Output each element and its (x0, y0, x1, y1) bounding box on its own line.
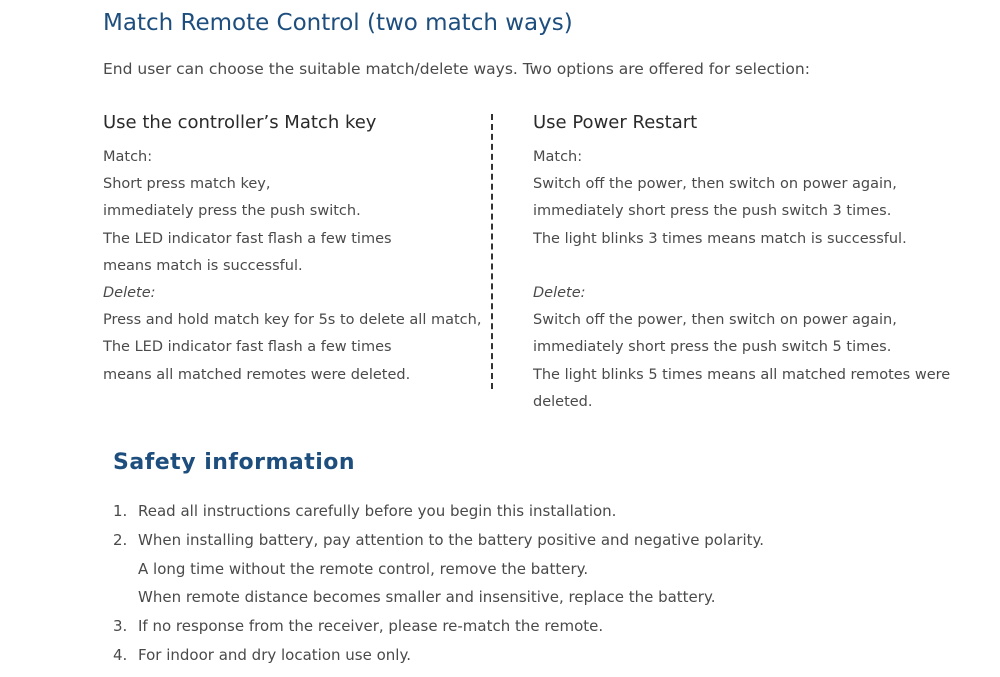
match-step: The LED indicator fast flash a few times (103, 230, 392, 247)
safety-item-number: 2. (113, 530, 128, 549)
safety-item (113, 497, 764, 526)
safety-item-text: For indoor and dry location use only. (138, 645, 411, 664)
delete-step: Switch off the power, then switch on power again, (533, 312, 897, 329)
safety-title: Safety information (113, 450, 356, 475)
safety-item-text: When remote distance becomes smaller and insensitive, replace the battery. (138, 588, 716, 607)
safety-item-number: 1. (113, 502, 128, 520)
power-restart-heading: Use Power Restart (533, 112, 698, 133)
match-label: Match: (103, 149, 153, 165)
safety-item (113, 641, 764, 670)
delete-step: The light blinks 5 times means all matched remotes were (533, 366, 951, 383)
delete-label: Delete: (533, 284, 586, 301)
delete-step: means all matched remotes were deleted. (103, 366, 411, 383)
delete-step: immediately short press the push switch 5 times. (533, 339, 892, 356)
safety-item-text: Read all instructions carefully before you begin this installation. (138, 502, 617, 520)
delete-step: deleted. (533, 393, 593, 410)
delete-step: The LED indicator fast flash a few times (103, 339, 392, 356)
power-restart-column (533, 110, 973, 416)
page-title: Match Remote Control (two match ways) (103, 10, 573, 36)
safety-item (113, 612, 764, 641)
safety-item-text: If no response from the receiver, please re-match the remote. (138, 617, 604, 636)
match-key-heading: Use the controller’s Match key (103, 112, 377, 133)
safety-item-text: A long time without the remote control, remove the battery. (138, 559, 589, 578)
delete-step: Press and hold match key for 5s to delete all match, (103, 312, 482, 329)
safety-list (113, 497, 764, 670)
safety-item-number: 3. (113, 617, 128, 636)
column-divider (491, 114, 493, 389)
safety-item (113, 526, 764, 612)
spacer (533, 253, 973, 280)
delete-label: Delete: (103, 284, 156, 301)
intro-text: End user can choose the suitable match/delete ways. Two options are offered for selection: (103, 60, 810, 78)
safety-item-text: When installing battery, pay attention to the battery positive and negative polarity. (138, 530, 765, 549)
match-step: immediately short press the push switch 3 times. (533, 203, 892, 220)
match-step: The light blinks 3 times means match is successful. (533, 230, 907, 247)
match-step: Short press match key, (103, 176, 271, 193)
match-step: immediately press the push switch. (103, 203, 361, 220)
match-key-column (103, 110, 482, 389)
match-label: Match: (533, 149, 583, 165)
safety-item-number: 4. (113, 645, 128, 664)
match-step: Switch off the power, then switch on power again, (533, 176, 897, 193)
match-step: means match is successful. (103, 257, 303, 274)
